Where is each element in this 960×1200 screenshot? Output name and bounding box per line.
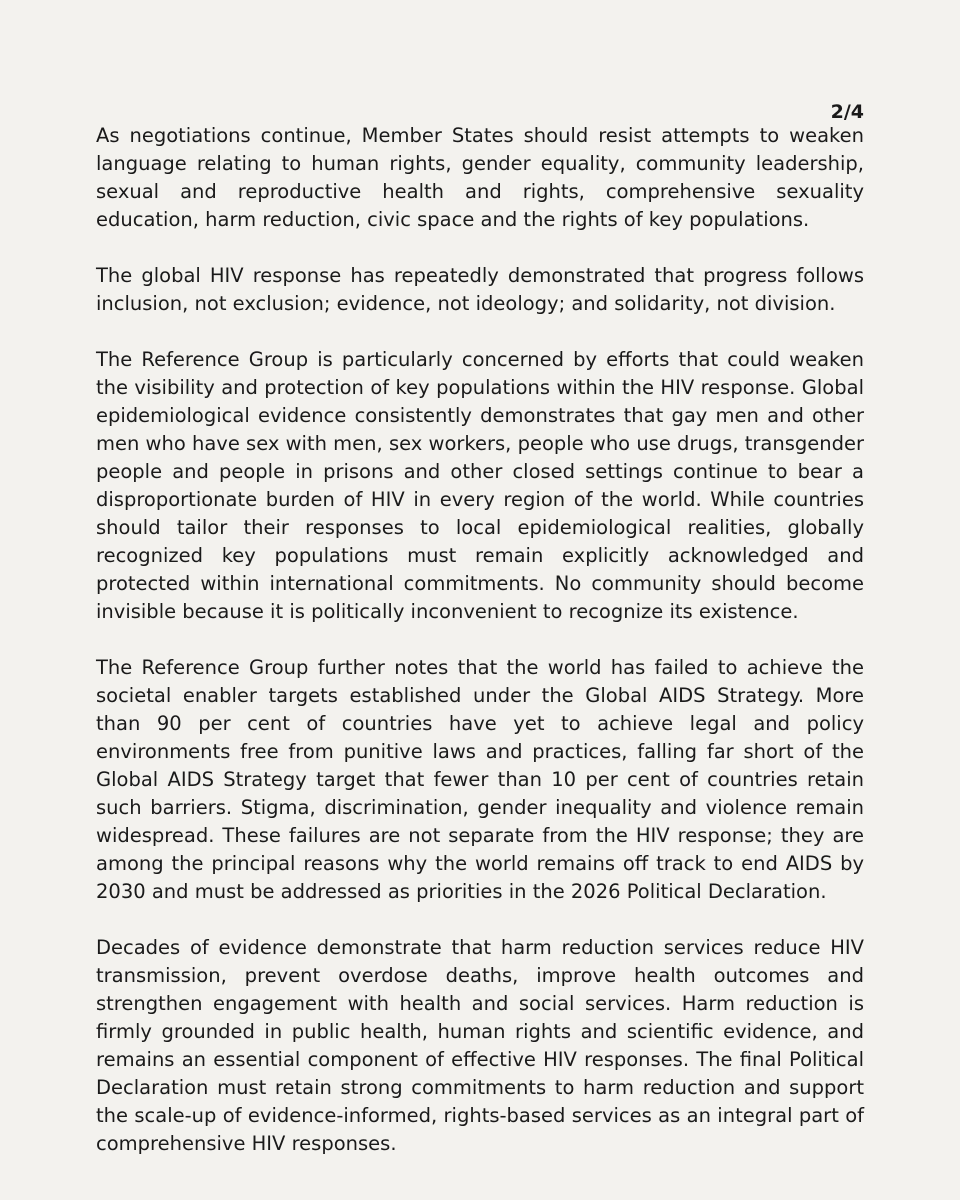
paragraph-global-response: The global HIV response has repeatedly demonstrated that progress follows inclusion, not exclusion; evidence, not ideology; and solidarity, not division. [96, 264, 864, 315]
paragraph-key-populations: The Reference Group is particularly concerned by efforts that could weaken the visibility and protection of key populations within the HIV response. Global epidemiological evidence consistently demonstrates that gay men and other men who have sex with men, sex workers, people who use drugs, transgender people and people in prisons and other closed settings continue to bear a disproportionate burden of HIV in every region of the world. While countries should tailor their responses to local epidemiological realities, globally recognized key populations must remain explicitly acknowledged and protected within international commitments. No community should become invisible because it is politically inconvenient to recognize its existence. [96, 348, 864, 623]
page-number: 2/4 [830, 101, 864, 123]
paragraph-harm-reduction: Decades of evidence demonstrate that harm reduction services reduce HIV transmission, prevent overdose deaths, improve health outcomes and strengthen engagement with health and social services. Harm reduction is firmly grounded in public health, human rights and scientific evidence, and remains an essential component of effective HIV responses. The final Political Declaration must retain strong commitments to harm reduction and support the scale-up of evidence-informed, rights-based services as an integral part of comprehensive HIV responses. [96, 936, 864, 1155]
paragraph-negotiations: As negotiations continue, Member States should resist attempts to weaken language relating to human rights, gender equality, community leadership, sexual and reproductive health and rights, comprehensive sexuality education, harm reduction, civic space and the rights of key populations. [96, 124, 864, 231]
paragraph-societal-enablers: The Reference Group further notes that the world has failed to achieve the societal enabler targets established under the Global AIDS Strategy. More than 90 per cent of countries have yet to achieve legal and policy environments free from punitive laws and practices, falling far short of the Global AIDS Strategy target that fewer than 10 per cent of countries retain such barriers. Stigma, discrimination, gender inequality and violence remain widespread. These failures are not separate from the HIV response; they are among the principal reasons why the world remains off track to end AIDS by 2030 and must be addressed as priorities in the 2026 Political Declaration. [96, 656, 864, 903]
document-body [96, 122, 864, 1186]
